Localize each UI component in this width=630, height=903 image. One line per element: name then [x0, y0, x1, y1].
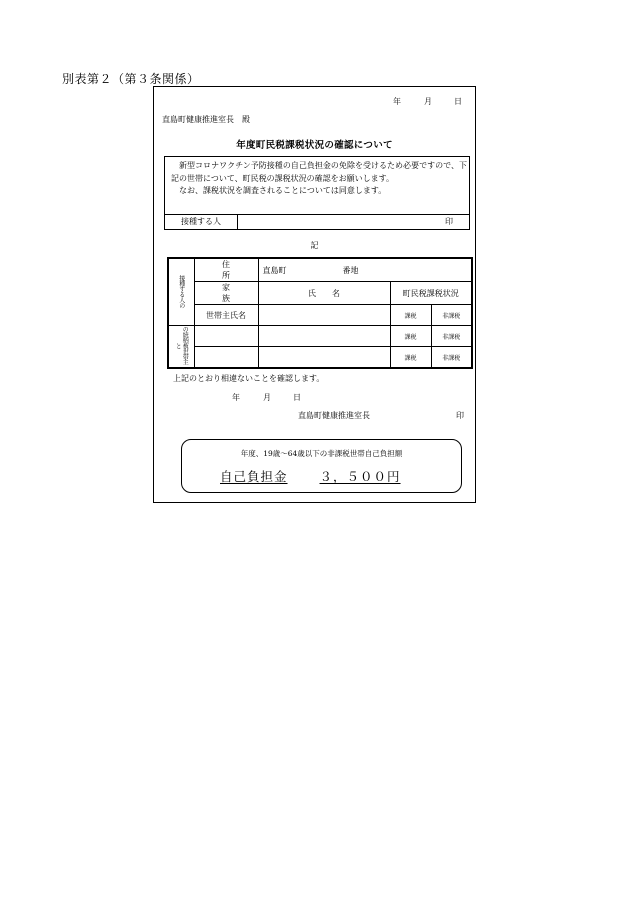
table-row [168, 305, 472, 326]
taxed-option: 課税 [390, 326, 431, 347]
nontaxed-option: 非課税 [431, 347, 472, 369]
date-day-label: 日 [293, 393, 301, 402]
taxed-option: 課税 [390, 347, 431, 369]
official-title: 直島町健康推進室長 [298, 411, 370, 420]
notice-line-2: なお、課税状況を調査されることについては同意します。 [179, 186, 387, 195]
householder-label: 世帯主氏名 [194, 305, 258, 326]
form-title: 年度町民税課税状況の確認について [236, 140, 393, 151]
vaccinee-row [165, 214, 469, 229]
table-row [168, 326, 472, 347]
document-heading: 別表第２（第３条関係） [62, 72, 200, 86]
request-notice-box [164, 156, 470, 230]
copayment-box [181, 439, 462, 493]
confirmation-form [153, 86, 476, 503]
copayment-label: 自己負担金 [220, 469, 288, 484]
tax-status-header: 町民税課税状況 [390, 282, 472, 305]
date-day-label: 日 [454, 97, 462, 106]
relationship-cell [194, 326, 258, 347]
seal-mark: 印 [456, 411, 464, 420]
copayment-amount [220, 467, 401, 485]
copayment-value: ３，５００円 [319, 469, 401, 484]
address-value-cell [258, 258, 472, 282]
vaccinee-label: 接種する人 [165, 215, 238, 229]
relationship-section-label: の続柄被世帯主と [168, 326, 194, 369]
householder-name-cell [258, 305, 390, 326]
nontaxed-option: 非課税 [431, 326, 472, 347]
member-name-cell [258, 326, 390, 347]
family-label: 家 族 [194, 282, 258, 305]
taxed-option: 課税 [390, 305, 431, 326]
notice-text [171, 160, 467, 198]
copayment-caption: 年度、19歳～64歳以下の非課税世帯自己負担額 [240, 449, 403, 458]
addressee: 直島町健康推進室長 殿 [162, 115, 250, 124]
table-row [168, 347, 472, 369]
date-year-label: 年 [393, 97, 401, 106]
member-name-cell [258, 347, 390, 369]
banchi-label: 番地 [342, 265, 359, 275]
notice-line-1: 新型コロナワクチン予防接種の自己負担金の免除を受けるため必要ですので、下記の世帯について、町民税の課税状況の確認をお願いします。 [171, 161, 467, 183]
date-year-label: 年 [232, 393, 240, 402]
confirmation-statement: 上記のとおり相違ないことを確認します。 [173, 374, 325, 383]
name-header: 氏 名 [258, 282, 390, 305]
relationship-cell [194, 347, 258, 369]
table-row [168, 258, 472, 282]
household-table [167, 257, 473, 369]
table-row [168, 282, 472, 305]
address-value: 直島町 [262, 265, 287, 275]
ki-label: 記 [310, 241, 319, 250]
vaccinee-section-label: 接種する人の [168, 258, 194, 326]
date-month-label: 月 [263, 393, 271, 402]
address-label: 住 所 [194, 258, 258, 282]
nontaxed-option: 非課税 [431, 305, 472, 326]
date-month-label: 月 [424, 97, 432, 106]
seal-mark: 印 [445, 217, 453, 226]
